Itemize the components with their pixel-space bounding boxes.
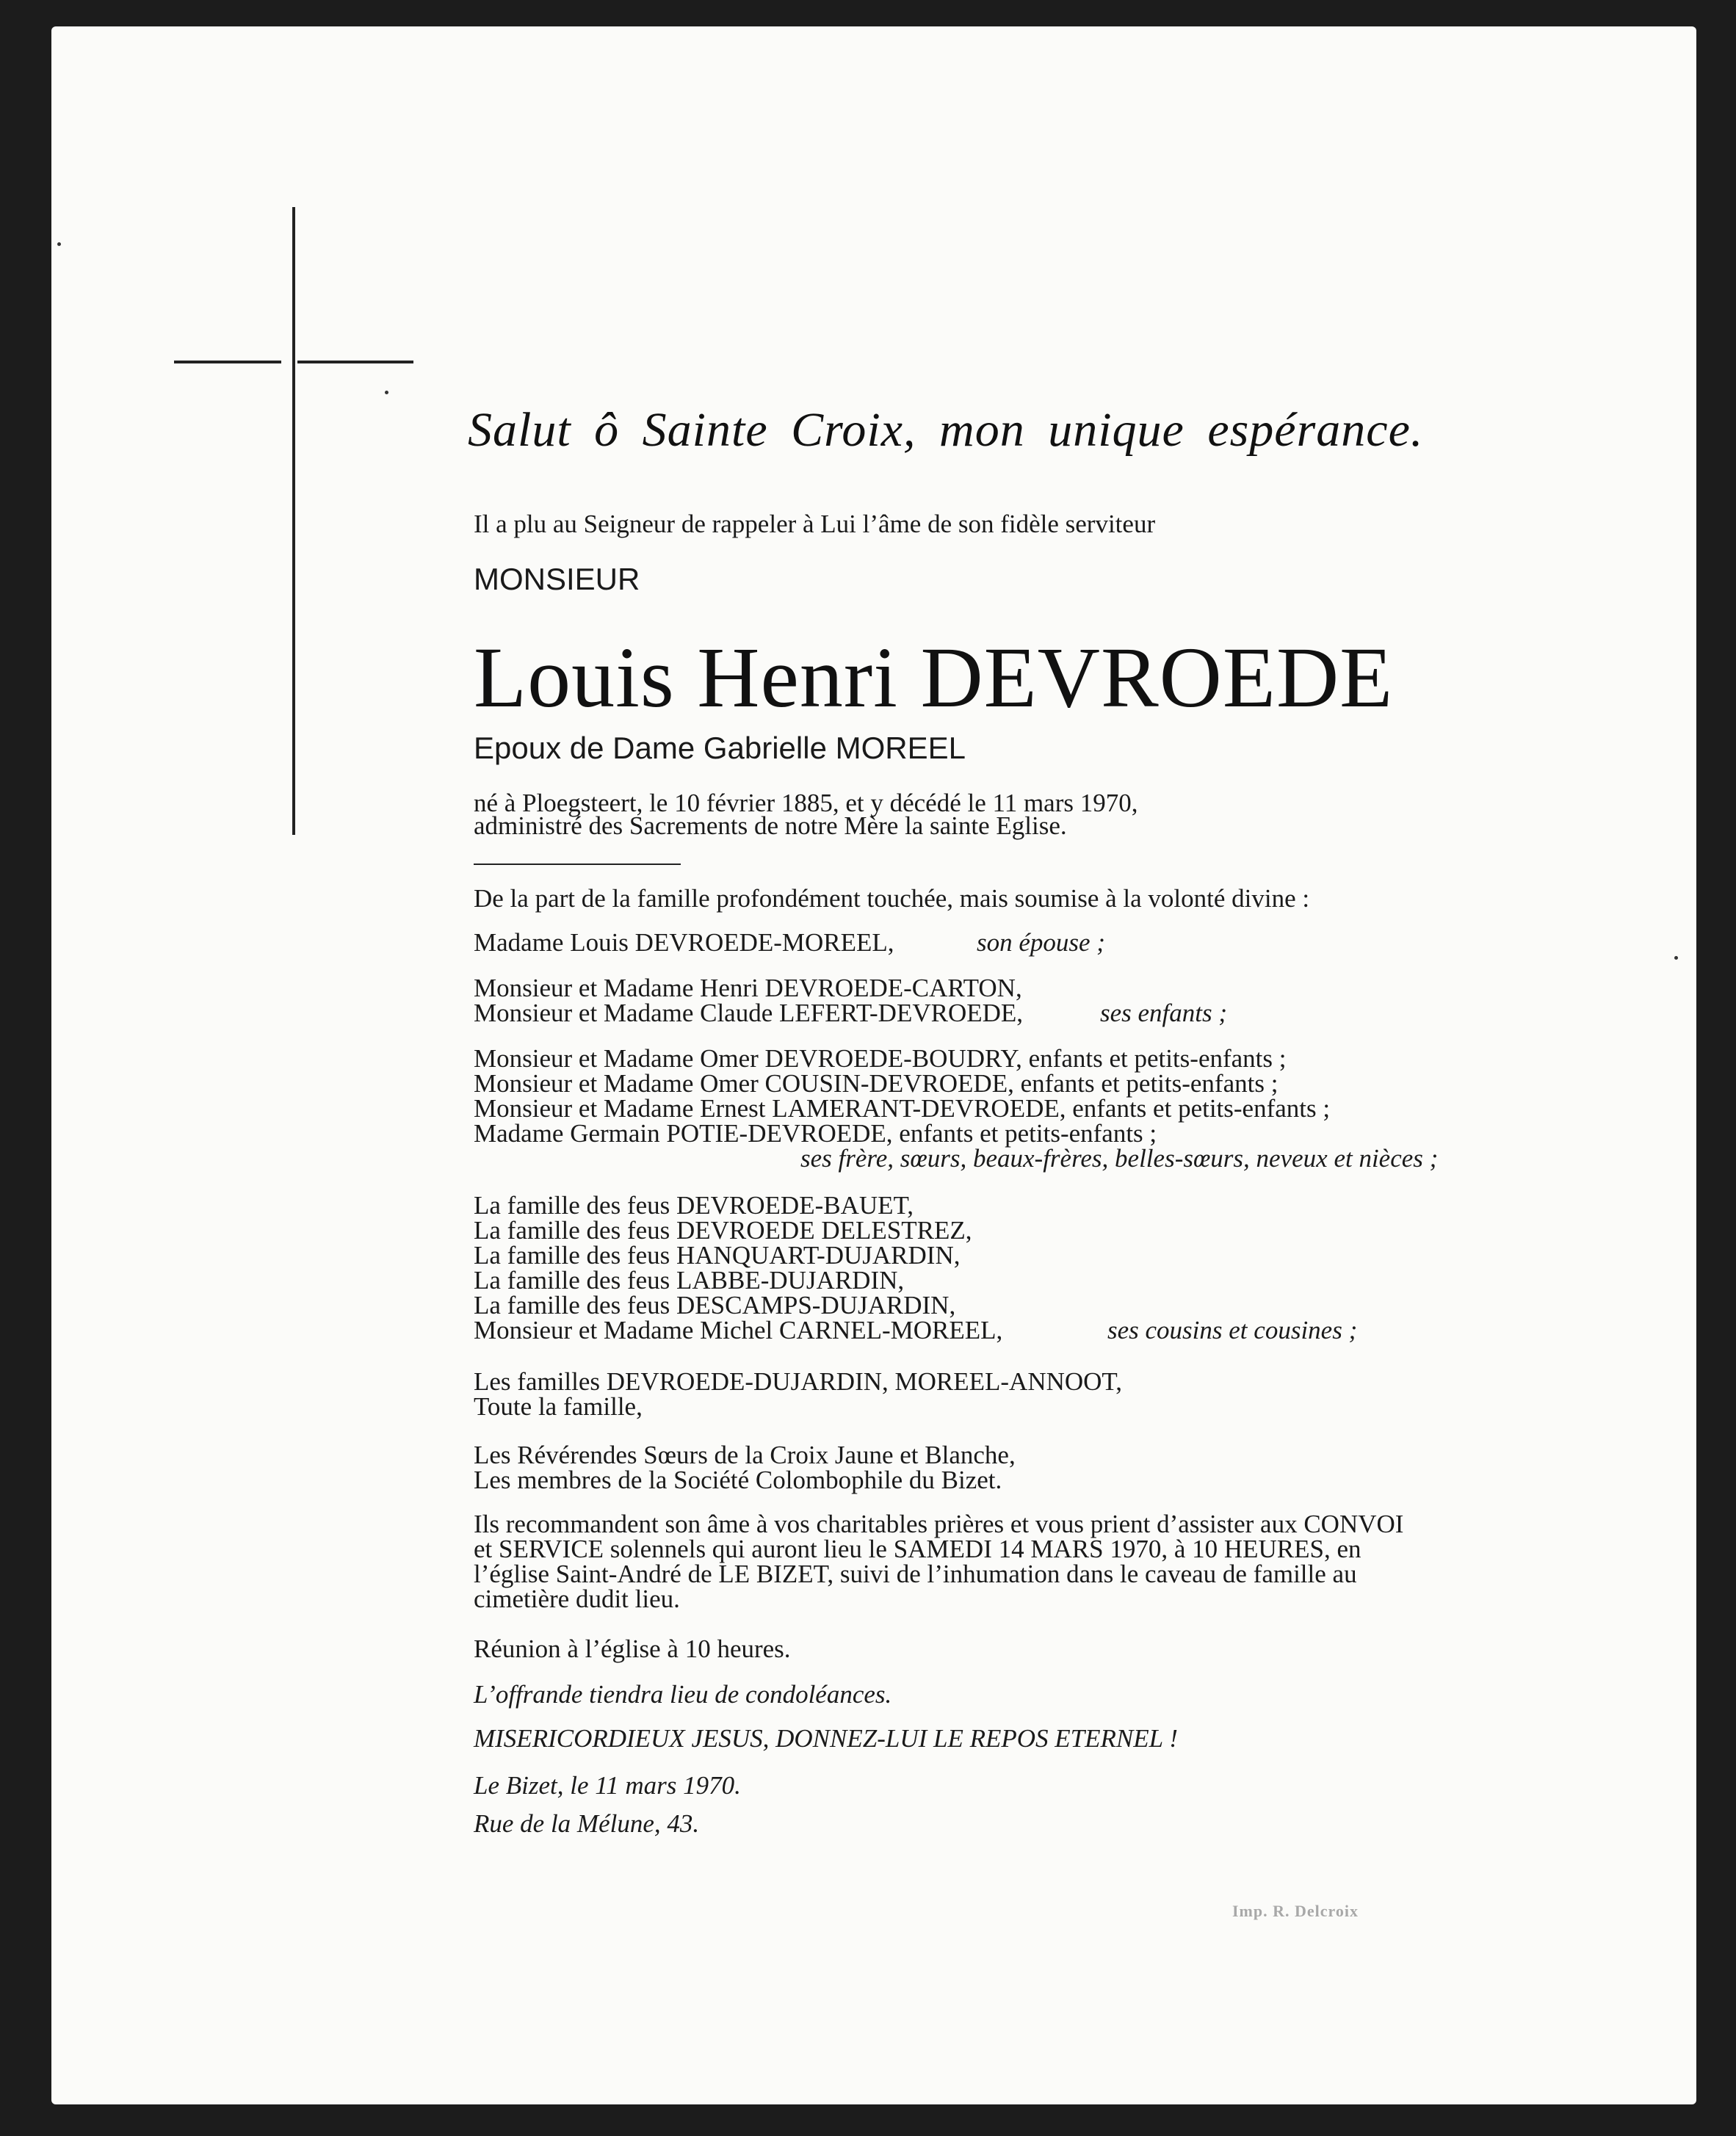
epouse-name: Madame Louis DEVROEDE-MOREEL,: [474, 928, 894, 957]
offrande-line: L’offrande tiendra lieu de condoléances.: [474, 1680, 892, 1709]
freres-soeurs-role: ses frère, sœurs, beaux-frères, belles-sœurs, neveux et nièces ;: [800, 1144, 1439, 1173]
cousin-line: La famille des feus DESCAMPS-DUJARDIN,: [474, 1291, 956, 1319]
speck: [57, 242, 61, 246]
epouse-role: son épouse ;: [977, 928, 1105, 957]
sacraments-line: administré des Sacrements de notre Mère la sainte Eglise.: [474, 811, 1067, 840]
association-line: Les membres de la Société Colombophile du Bizet.: [474, 1466, 1002, 1494]
cousin-line: La famille des feus DEVROEDE-BAUET,: [474, 1191, 914, 1220]
place-date: Le Bizet, le 11 mars 1970.: [474, 1771, 741, 1800]
cousins-role: ses cousins et cousines ;: [1107, 1316, 1358, 1344]
address: Rue de la Mélune, 43.: [474, 1809, 700, 1838]
association-line: Les Révérendes Sœurs de la Croix Jaune et Blanche,: [474, 1441, 1016, 1469]
separator-rule: [474, 864, 681, 865]
speck: [1674, 956, 1678, 960]
service-line: Ils recommandent son âme à vos charitables prières et vous prient d’assister aux CONVOI: [474, 1510, 1404, 1538]
cross-arm-left: [174, 361, 281, 363]
deceased-name: Louis Henri DEVROEDE: [474, 629, 1394, 725]
cross-arm-right: [297, 361, 413, 363]
prayer-line: MISERICORDIEUX JESUS, DONNEZ-LUI LE REPOS ETERNEL !: [474, 1724, 1178, 1753]
cousin-line: La famille des feus LABBE-DUJARDIN,: [474, 1266, 905, 1295]
service-line: l’église Saint-André de LE BIZET, suivi de l’inhumation dans le caveau de famille au: [474, 1560, 1357, 1588]
title: MONSIEUR: [474, 562, 640, 596]
motto: Salut ô Sainte Croix, mon unique espérance.: [468, 403, 1424, 457]
familles-line: Les familles DEVROEDE-DUJARDIN, MOREEL-ANNOOT,: [474, 1367, 1122, 1396]
cousin-line: La famille des feus HANQUART-DUJARDIN,: [474, 1241, 961, 1270]
spouse-line: Epoux de Dame Gabrielle MOREEL: [474, 731, 966, 765]
enfant-line: Monsieur et Madame Claude LEFERT-DEVROEDE,: [474, 999, 1024, 1027]
family-intro: De la part de la famille profondément touchée, mais soumise à la volonté divine :: [474, 884, 1310, 913]
cousin-line: La famille des feus DEVROEDE DELESTREZ,: [474, 1216, 972, 1245]
frere-soeur-line: Monsieur et Madame Omer COUSIN-DEVROEDE, enfants et petits-enfants ;: [474, 1069, 1279, 1098]
cross-vertical: [292, 207, 295, 835]
frere-soeur-line: Monsieur et Madame Ernest LAMERANT-DEVROEDE, enfants et petits-enfants ;: [474, 1094, 1331, 1123]
frere-soeur-line: Monsieur et Madame Omer DEVROEDE-BOUDRY, enfants et petits-enfants ;: [474, 1044, 1287, 1073]
enfant-line: Monsieur et Madame Henri DEVROEDE-CARTON,: [474, 974, 1022, 1002]
intro-line: Il a plu au Seigneur de rappeler à Lui l’âme de son fidèle serviteur: [474, 510, 1156, 538]
service-line: cimetière dudit lieu.: [474, 1585, 680, 1613]
enfants-role: ses enfants ;: [1100, 999, 1228, 1027]
printer-mark: Imp. R. Delcroix: [1232, 1902, 1359, 1920]
reunion-line: Réunion à l’église à 10 heures.: [474, 1634, 791, 1663]
frere-soeur-line: Madame Germain POTIE-DEVROEDE, enfants et petits-enfants ;: [474, 1119, 1157, 1148]
familles-line: Toute la famille,: [474, 1392, 643, 1421]
service-line: et SERVICE solennels qui auront lieu le SAMEDI 14 MARS 1970, à 10 HEURES, en: [474, 1535, 1361, 1563]
cousin-line: Monsieur et Madame Michel CARNEL-MOREEL,: [474, 1316, 1003, 1344]
birth-death-line: né à Ploegsteert, le 10 février 1885, et y décédé le 11 mars 1970,: [474, 789, 1138, 817]
speck: [385, 391, 388, 394]
